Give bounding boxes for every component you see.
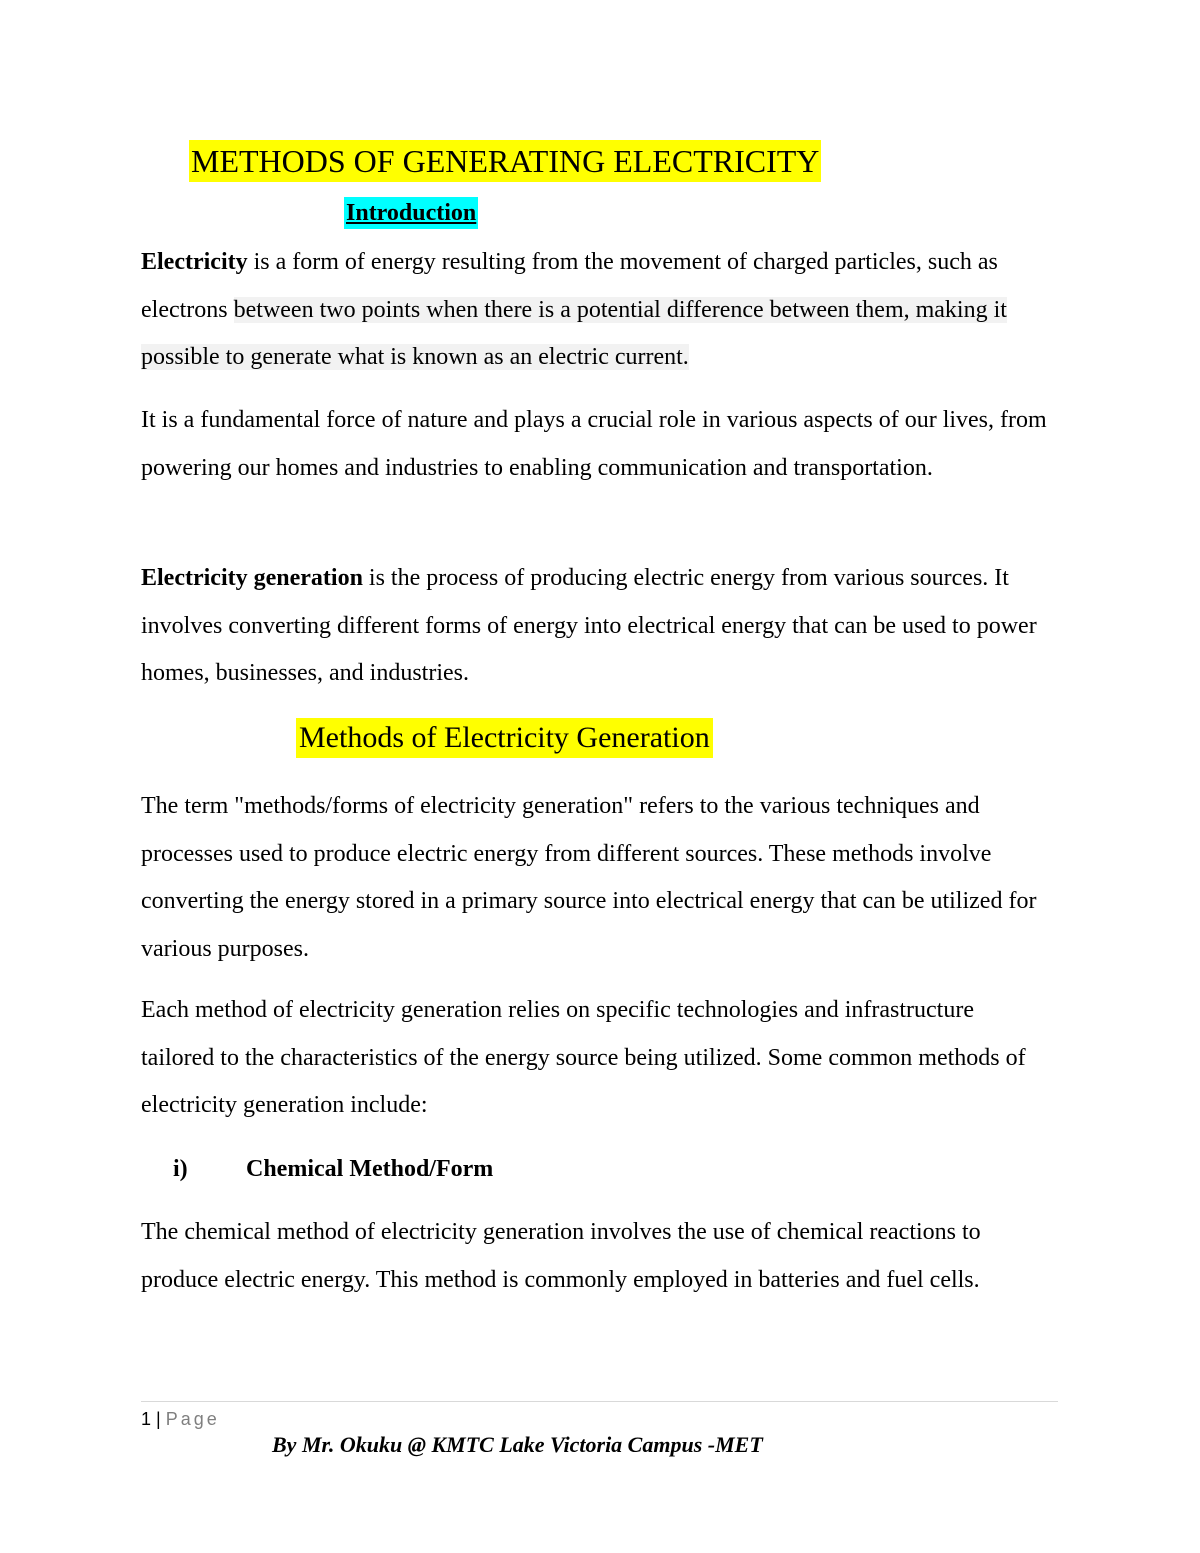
document-title: METHODS OF GENERATING ELECTRICITY — [189, 140, 821, 182]
paragraph-fundamental-force: It is a fundamental force of nature and plays a crucial role in various aspects of our lives, from powering our homes and industries to enabling communication and transportation. — [141, 407, 1047, 481]
paragraph-text: is a form of energy resulting from the movement of charged particles, such as electrons — [141, 249, 998, 323]
paragraph-methods-term: The term "methods/forms of electricity generation" refers to the various techniques and processes used to produce electric energy from different sources. These methods involve converting the energy stored in a primary source into electrical energy that can be utilized for various purposes. — [141, 793, 1037, 962]
term-electricity-generation: Electricity generation — [141, 565, 363, 591]
paragraph-text: is the process of producing electric energy from various sources. It involves converting different forms of energy into electrical energy that can be used to power homes, businesses, and industries. — [141, 565, 1037, 686]
list-marker: i) — [173, 1156, 188, 1182]
introduction-heading: Introduction — [344, 197, 478, 229]
term-electricity: Electricity — [141, 249, 248, 275]
footer-divider — [141, 1401, 1058, 1402]
list-item-heading: Chemical Method/Form — [246, 1156, 494, 1182]
page-number — [141, 1407, 220, 1431]
paragraph-electricity-definition — [141, 239, 1071, 382]
page-number-separator: | — [151, 1409, 166, 1429]
section-heading: Methods of Electricity Generation — [296, 718, 713, 758]
highlighted-text: between two points when there is a potential difference between them, making it possible to generate what is known as an electric current. — [141, 296, 1007, 370]
footer-author: By Mr. Okuku @ KMTC Lake Victoria Campus -MET — [272, 1432, 763, 1457]
page-number-value: 1 — [141, 1409, 152, 1429]
paragraph-generation-definition — [141, 555, 1071, 698]
paragraph-common-methods: Each method of electricity generation relies on specific technologies and infrastructure tailored to the characteristics of the energy source being utilized. Some common methods of electricity generation include: — [141, 997, 1026, 1118]
page-label: Page — [165, 1409, 220, 1429]
paragraph-chemical-method: The chemical method of electricity generation involves the use of chemical reactions to produce electric energy. This method is commonly employed in batteries and fuel cells. — [141, 1219, 981, 1293]
